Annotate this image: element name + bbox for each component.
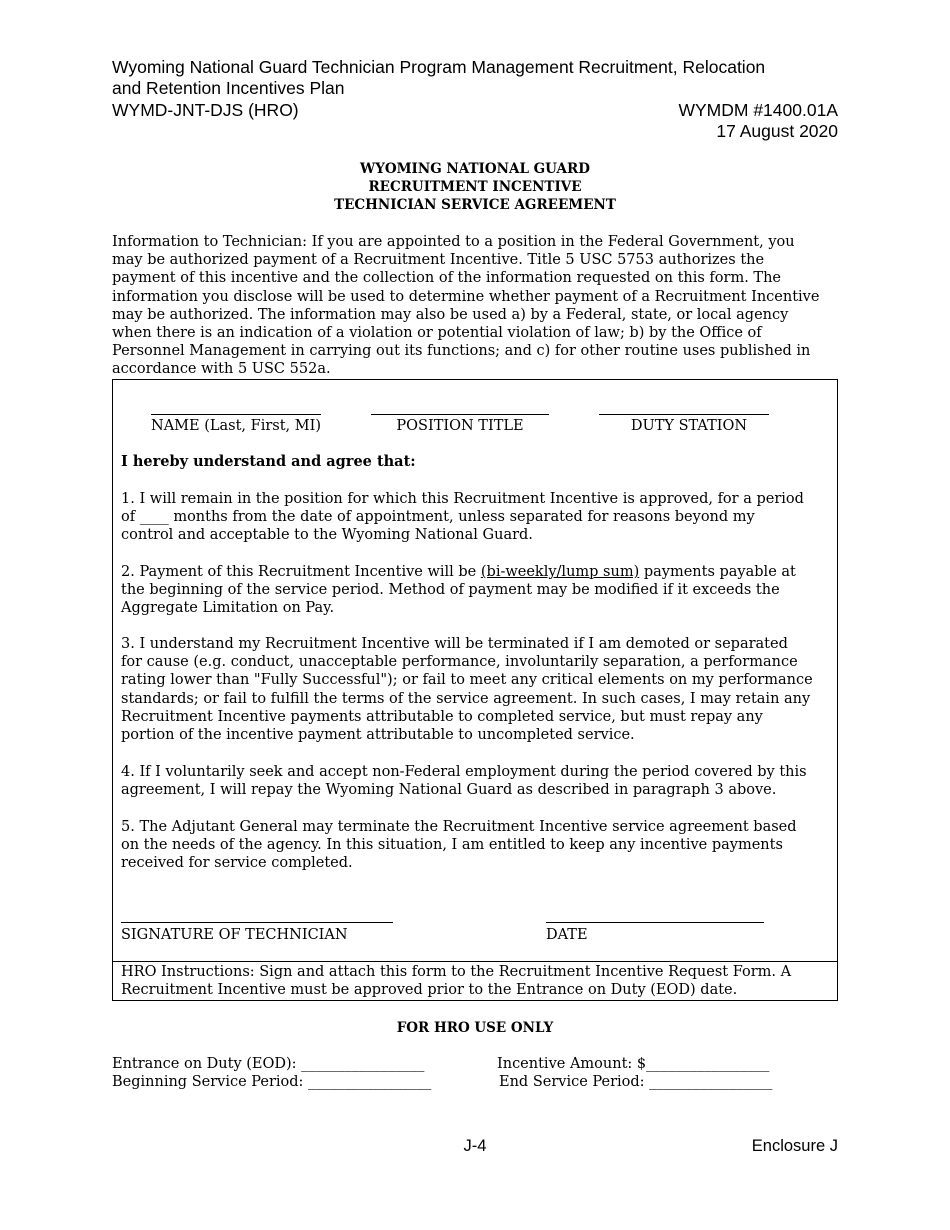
- paragraph-line: rating lower than "Fully Successful"); or fail to meet any critical elements on my performance: [121, 672, 813, 689]
- info-paragraph: [112, 233, 842, 379]
- paragraph-line: Recruitment Incentive payments attributable to completed service, but must repay any: [121, 708, 763, 725]
- end-service-period-field[interactable]: End Service Period: _________________: [499, 1074, 773, 1090]
- begin-service-period-field[interactable]: Beginning Service Period: _________________: [112, 1074, 432, 1090]
- date-line[interactable]: [546, 922, 764, 923]
- paragraph-line: 5. The Adjutant General may terminate the Recruitment Incentive service agreement based: [121, 819, 797, 835]
- instruction-line: HRO Instructions: Sign and attach this form to the Recruitment Incentive Request Form. A: [121, 964, 792, 980]
- payment-text-before: 2. Payment of this Recruitment Incentive will be: [121, 564, 481, 580]
- enclosure-label: Enclosure J: [751, 1137, 838, 1155]
- paragraph-line: of ____ months from the date of appointment, unless separated for reasons beyond my: [121, 509, 755, 526]
- instruction-line: Recruitment Incentive must be approved prior to the Entrance on Duty (EOD) date.: [121, 982, 738, 999]
- paragraph-line: on the needs of the agency. In this situation, I am entitled to keep any incentive payments: [121, 837, 783, 854]
- agree-heading: I hereby understand and agree that:: [121, 453, 416, 470]
- duty-station-field-line[interactable]: [599, 414, 769, 415]
- agreement-paragraph-3: [121, 635, 833, 744]
- incentive-amount-field[interactable]: Incentive Amount: $_________________: [497, 1056, 770, 1072]
- position-field-line[interactable]: [371, 414, 549, 415]
- form-divider: [113, 961, 837, 962]
- agreement-form-box: [112, 379, 838, 1001]
- name-field-label: NAME (Last, First, MI): [151, 418, 321, 434]
- paragraph-line: [121, 563, 833, 581]
- info-line: may be authorized. The information may also be used a) by a Federal, state, or local agency: [112, 306, 789, 323]
- agreement-paragraph-2: [121, 563, 833, 618]
- paragraph-line: 4. If I voluntarily seek and accept non-Federal employment during the period covered by this: [121, 764, 807, 780]
- info-line: Personnel Management in carrying out its functions; and c) for other routine uses published in: [112, 343, 811, 360]
- paragraph-line: for cause (e.g. conduct, unacceptable performance, involuntarily separation, a performance: [121, 654, 798, 671]
- date-label: DATE: [546, 927, 588, 943]
- page-number: J-4: [463, 1137, 487, 1155]
- paragraph-line: control and acceptable to the Wyoming National Guard.: [121, 527, 533, 544]
- paragraph-line: agreement, I will repay the Wyoming National Guard as described in paragraph 3 above.: [121, 782, 777, 799]
- hro-use-heading: FOR HRO USE ONLY: [396, 1020, 554, 1036]
- paragraph-line: received for service completed.: [121, 855, 353, 872]
- signature-label: SIGNATURE OF TECHNICIAN: [121, 927, 348, 943]
- title-line-1: WYOMING NATIONAL GUARD: [360, 161, 590, 177]
- agreement-paragraph-4: [121, 763, 833, 799]
- paragraph-line: the beginning of the service period. Method of payment may be modified if it exceeds the: [121, 582, 780, 599]
- paragraph-line: Aggregate Limitation on Pay.: [121, 600, 335, 617]
- info-line: when there is an indication of a violation or potential violation of law; b) by the Office of: [112, 325, 762, 342]
- paragraph-line: standards; or fail to fulfill the terms of the service agreement. In such cases, I may retain any: [121, 690, 811, 707]
- header-office: WYMD-JNT-DJS (HRO): [112, 100, 299, 120]
- info-line: payment of this incentive and the collection of the information requested on this form. The: [112, 270, 782, 287]
- title-line-3: TECHNICIAN SERVICE AGREEMENT: [334, 197, 616, 213]
- name-field-line[interactable]: [151, 414, 321, 415]
- payment-method-option: (bi-weekly/lump sum): [480, 564, 640, 580]
- info-line: information you disclose will be used to determine whether payment of a Recruitment Incentive: [112, 288, 820, 305]
- payment-text-after: payments payable at: [639, 564, 796, 580]
- header-date: 17 August 2020: [716, 121, 838, 141]
- header-title-line-2: and Retention Incentives Plan: [112, 78, 345, 98]
- eod-field[interactable]: Entrance on Duty (EOD): _________________: [112, 1056, 425, 1072]
- header-doc-number: WYMDM #1400.01A: [678, 100, 838, 120]
- agreement-paragraph-1: [121, 490, 833, 545]
- paragraph-line: 1. I will remain in the position for which this Recruitment Incentive is approved, for a period: [121, 491, 804, 507]
- position-field-label: POSITION TITLE: [396, 418, 524, 434]
- header-title-line-1: Wyoming National Guard Technician Program Management Recruitment, Relocation: [112, 57, 766, 77]
- signature-line[interactable]: [121, 922, 393, 923]
- info-line: accordance with 5 USC 552a.: [112, 361, 331, 378]
- paragraph-line: portion of the incentive payment attributable to uncompleted service.: [121, 727, 635, 744]
- title-line-2: RECRUITMENT INCENTIVE: [368, 179, 582, 195]
- agreement-paragraph-5: [121, 818, 833, 873]
- info-line: may be authorized payment of a Recruitment Incentive. Title 5 USC 5753 authorizes the: [112, 252, 765, 269]
- info-line: Information to Technician: If you are appointed to a position in the Federal Government, you: [112, 234, 795, 250]
- hro-instructions: [121, 963, 833, 999]
- paragraph-line: 3. I understand my Recruitment Incentive will be terminated if I am demoted or separated: [121, 636, 788, 652]
- duty-station-field-label: DUTY STATION: [630, 418, 748, 434]
